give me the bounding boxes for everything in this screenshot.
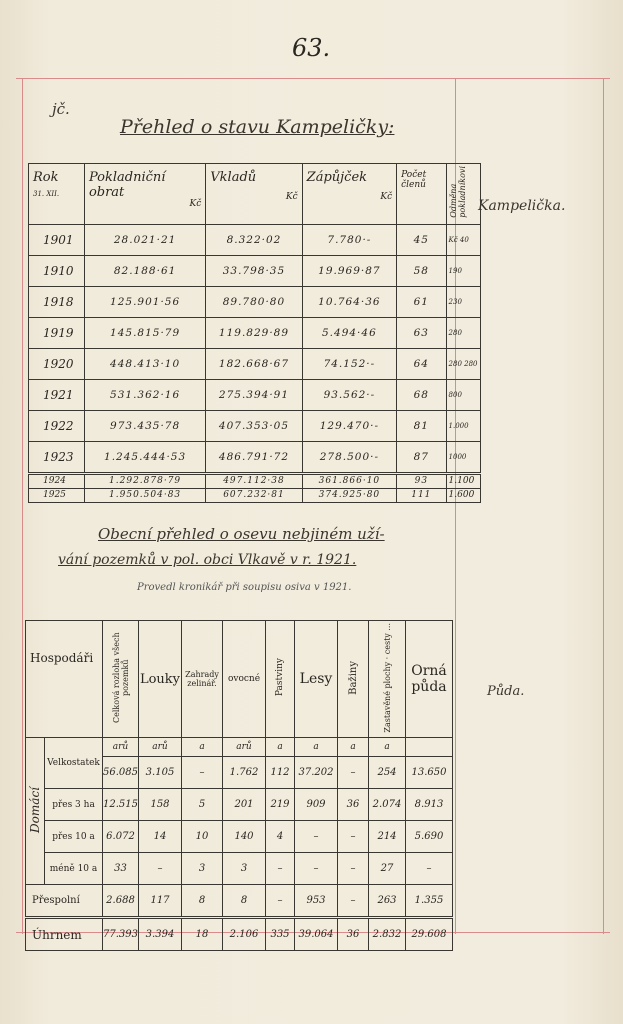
cell-year: 1920 [29,348,85,379]
cell-obrat: 82.188·61 [84,255,205,286]
cell-extra: 800 [446,379,480,410]
header-celkova [103,621,139,738]
cell-baziny: – [338,821,369,853]
cell-ovocne: 2.106 [223,918,266,951]
cell-lesy: – [295,821,338,853]
header-zastavene [369,621,406,738]
table-row [29,441,481,473]
cell-zastavene: 263 [369,885,406,918]
table-row [26,853,453,885]
title-osev-line1 [98,520,385,544]
cell-year: 1923 [29,441,85,473]
title-osev-line1-text: Obecní přehled o osevu nebjiném uží- [98,525,385,543]
header-zapujcek-label: Zápůjček [306,170,368,185]
title-osev-line2: vání pozemků v pol. obci Vlkavě v r. 1921. [58,552,357,568]
cell-year: 1922 [29,410,85,441]
margin-line-right [603,78,604,934]
cell-clenu: 63 [397,317,446,348]
header-rok-sub: 31. XII. [33,190,60,198]
cell-year: 1924 [29,473,85,488]
cell-vklady: 8.322·02 [206,224,302,255]
cell-obrat: 531.362·16 [84,379,205,410]
cell-vklady: 33.798·35 [206,255,302,286]
cell-baziny: – [338,885,369,918]
table-row [29,488,481,502]
top-note: jč. [52,100,70,118]
cell-clenu: 58 [397,255,446,286]
cell-zahrady: 10 [182,821,223,853]
cell-celkova: 77.393 [103,918,139,951]
table-row [29,410,481,441]
row-label: Úhrnem [26,918,103,951]
cell-pastviny: 219 [266,789,295,821]
cell-obrat: 1.950.504·83 [84,488,205,502]
osev-table [25,620,453,951]
cell-baziny: 36 [338,918,369,951]
cell-zahrady: 18 [182,918,223,951]
table-row [29,317,481,348]
header-baziny [338,621,369,738]
header-unit-2: Kč [285,192,298,202]
cell-louky: 158 [139,789,182,821]
cell-zapujcky: 74.152·- [302,348,396,379]
cell-obrat: 1.245.444·53 [84,441,205,473]
cell-clenu: 87 [397,441,446,473]
cell-louky: 117 [139,885,182,918]
table-row [29,255,481,286]
cell-year: 1918 [29,286,85,317]
unit-cell-empty [406,738,453,757]
cell-celkova: 56.085 [103,757,139,789]
row-label: Velkostatek [45,738,103,789]
cell-vklady: 607.232·81 [206,488,302,502]
cell-clenu: 45 [397,224,446,255]
table-row [26,789,453,821]
unit-cell: arů [139,738,182,757]
header-rok [29,164,85,225]
table-row [29,224,481,255]
header-pastviny-label: Pastviny [275,658,285,697]
side-label-puda: Půda. [487,684,525,699]
header-ovocne: ovocné [223,621,266,738]
header-pastviny [266,621,295,738]
cell-clenu: 61 [397,286,446,317]
header-louky: Louky [139,621,182,738]
margin-line-left [22,78,23,934]
header-unit-3: Kč [380,192,393,202]
cell-obrat: 125.901·56 [84,286,205,317]
cell-orna: 1.355 [406,885,453,918]
cell-orna: 29.608 [406,918,453,951]
cell-lesy: – [295,853,338,885]
cell-zapujcky: 278.500·- [302,441,396,473]
cell-vklady: 497.112·38 [206,473,302,488]
row-label: přes 10 a [45,821,103,853]
header-hospodari: Hospodáři [26,621,103,738]
cell-lesy: 39.064 [295,918,338,951]
cell-zahrady: – [182,757,223,789]
unit-cell: a [338,738,369,757]
title-kampelicka: Přehled o stavu Kampeličky: [120,116,395,138]
cell-extra: 280 [446,317,480,348]
cell-zahrady: 3 [182,853,223,885]
cell-louky: – [139,853,182,885]
header-zahrady: Zahrady zelinář. [182,621,223,738]
header-pokladni [84,164,205,225]
cell-obrat: 28.021·21 [84,224,205,255]
cell-celkova: 6.072 [103,821,139,853]
cell-zastavene: 27 [369,853,406,885]
cell-pastviny: – [266,885,295,918]
row-label: přes 3 ha [45,789,103,821]
cell-louky: 3.105 [139,757,182,789]
cell-zahrady: 5 [182,789,223,821]
cell-zapujcky: 10.764·36 [302,286,396,317]
cell-zapujcky: 5.494·46 [302,317,396,348]
row-label: Přespolní [26,885,103,918]
cell-pastviny: – [266,853,295,885]
table-row [26,885,453,918]
unit-cell: a [182,738,223,757]
cell-celkova: 12.515 [103,789,139,821]
header-lesy: Lesy [295,621,338,738]
cell-vklady: 407.353·05 [206,410,302,441]
cell-zapujcky: 7.780·- [302,224,396,255]
cell-vklady: 119.829·89 [206,317,302,348]
cell-ovocne: 1.762 [223,757,266,789]
cell-ovocne: 140 [223,821,266,853]
cell-year: 1910 [29,255,85,286]
cell-vklady: 275.394·91 [206,379,302,410]
cell-orna: 13.650 [406,757,453,789]
cell-extra: 1.600 [446,488,480,502]
cell-orna: 5.690 [406,821,453,853]
header-baziny-label: Bažiny [347,660,359,695]
cell-zastavene: 214 [369,821,406,853]
unit-cell: arů [103,738,139,757]
cell-extra: 1.000 [446,410,480,441]
cell-clenu: 81 [397,410,446,441]
units-row [26,738,453,757]
unit-cell: arů [223,738,266,757]
cell-clenu: 93 [397,473,446,488]
cell-year: 1919 [29,317,85,348]
cell-vklady: 486.791·72 [206,441,302,473]
cell-obrat: 973.435·78 [84,410,205,441]
cell-year: 1925 [29,488,85,502]
cell-zastavene: 2.074 [369,789,406,821]
cell-vklady: 182.668·67 [206,348,302,379]
table-row [29,348,481,379]
cell-ovocne: 3 [223,853,266,885]
cell-extra: 230 [446,286,480,317]
cell-zapujcky: 19.969·87 [302,255,396,286]
table-row [29,286,481,317]
cell-louky: 14 [139,821,182,853]
margin-line-top [16,78,610,79]
cell-ovocne: 8 [223,885,266,918]
cell-lesy: 37.202 [295,757,338,789]
header-zapujcek [302,164,396,225]
header-unit-1: Kč [189,199,202,209]
table-row [26,821,453,853]
domaci-label: Domácí [28,786,42,833]
cell-extra: 190 [446,255,480,286]
header-extra [446,164,480,225]
cell-pastviny: 335 [266,918,295,951]
cell-obrat: 448.413·10 [84,348,205,379]
row-label: méně 10 a [45,853,103,885]
cell-zapujcky: 374.925·80 [302,488,396,502]
table-row [29,473,481,488]
cell-clenu: 111 [397,488,446,502]
cell-lesy: 909 [295,789,338,821]
cell-celkova: 2.688 [103,885,139,918]
cell-zahrady: 8 [182,885,223,918]
cell-extra: 1.100 [446,473,480,488]
cell-clenu: 68 [397,379,446,410]
header-vkladu-label: Vkladů [210,170,257,185]
header-celkova-label: Celková rozloha všech pozemků [111,632,130,723]
cell-baziny: 36 [338,789,369,821]
domaci-label-cell [26,738,45,885]
header-extra-label: Odměna pokladníkovi [448,166,467,218]
side-label-kampelicka: Kampelička. [478,198,566,214]
table-row-total [26,918,453,951]
cell-obrat: 1.292.878·79 [84,473,205,488]
cell-baziny: – [338,757,369,789]
table-row [29,379,481,410]
cell-year: 1901 [29,224,85,255]
cell-pastviny: 112 [266,757,295,789]
header-pokladni-label: Pokladniční obrat [88,170,166,200]
cell-zapujcky: 93.562·- [302,379,396,410]
header-zastavene-label: Zastavěné plochy · cesty ... [382,622,392,733]
header-orna: Orná půda [406,621,453,738]
cell-zapujcky: 129.470·- [302,410,396,441]
cell-zastavene: 2.832 [369,918,406,951]
cell-vklady: 89.780·80 [206,286,302,317]
cell-ovocne: 201 [223,789,266,821]
header-pocet: Počet členů [397,164,446,225]
header-vkladu [206,164,302,225]
cell-celkova: 33 [103,853,139,885]
kampelicka-table [28,163,481,503]
cell-zapujcky: 361.866·10 [302,473,396,488]
cell-baziny: – [338,853,369,885]
cell-lesy: 953 [295,885,338,918]
cell-zastavene: 254 [369,757,406,789]
cell-extra: 1000 [446,441,480,473]
cell-pastviny: 4 [266,821,295,853]
unit-cell: a [266,738,295,757]
cell-clenu: 64 [397,348,446,379]
unit-cell: a [295,738,338,757]
cell-orna: 8.913 [406,789,453,821]
unit-cell: a [369,738,406,757]
page-number: 63. [292,34,331,62]
cell-extra: Kč 40 [446,224,480,255]
cell-louky: 3.394 [139,918,182,951]
cell-year: 1921 [29,379,85,410]
header-rok-label: Rok [33,170,59,185]
cell-obrat: 145.815·79 [84,317,205,348]
note-osev: Provedl kronikář při soupisu osiva v 1921. [137,582,352,593]
cell-orna: – [406,853,453,885]
cell-extra: 280 280 [446,348,480,379]
